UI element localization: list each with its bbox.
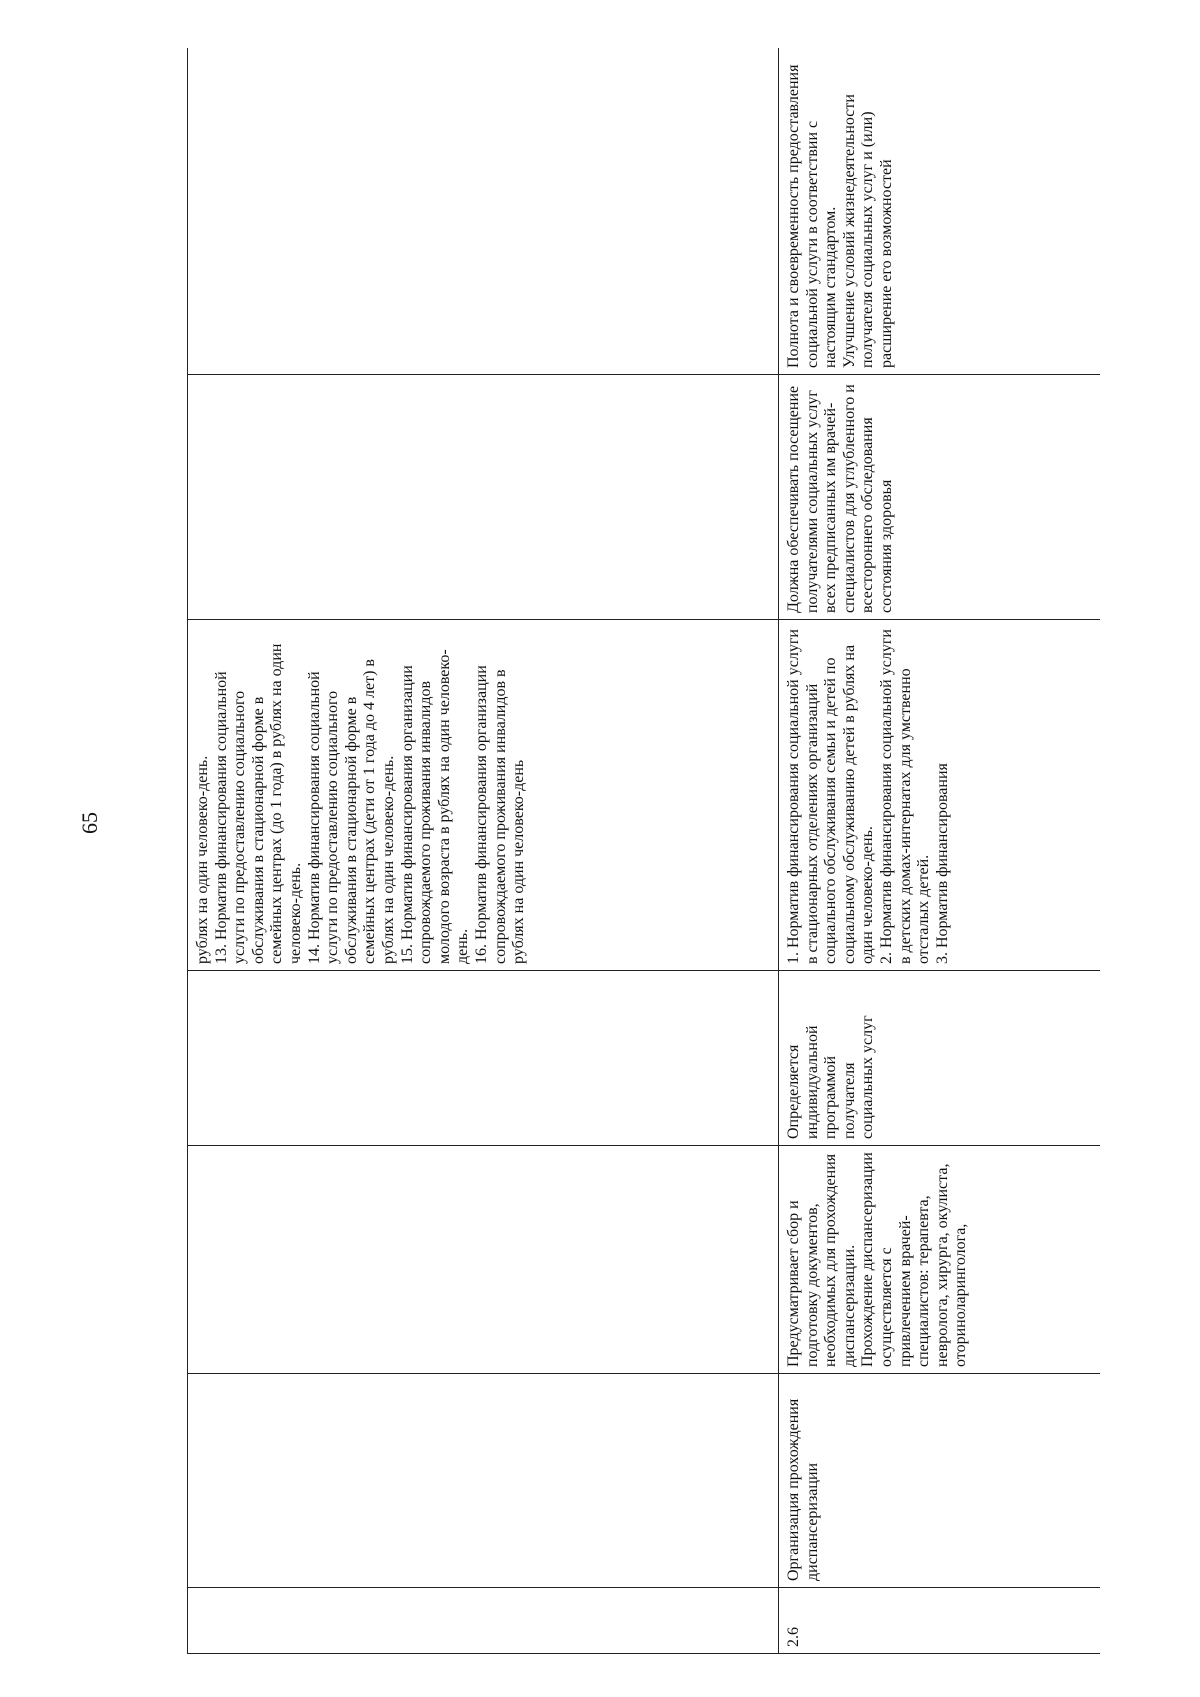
service-description: Предусматривает сбор и подготовку документов, необходимых для прохождения диспансеризации. Прохождение диспансеризации осуществляется с привлечением врачей-специалистов: терапевта, невролога, хирурга, окулиста, оториноларинголога, <box>785 1152 970 1367</box>
service-conditions: Должна обеспечивать посещение получателями социальных услуг всех предписанных им врачей-специалистов для углубленного и всестороннего обследования состояния здоровья <box>785 384 895 613</box>
service-name: Организация прохождения диспансеризации <box>785 1398 821 1581</box>
table-cell-conditions <box>779 375 1101 620</box>
table-cell-service-name <box>779 1374 1101 1588</box>
table-cell-conditions <box>188 375 779 620</box>
table-cell-funding-norms <box>188 620 779 971</box>
table-cell-number <box>188 1588 779 1654</box>
service-funding-norms: 1. Норматив финансирования социальной услуги в стационарных отделениях организаций социального обслуживания семьи и детей по социальному обслуживанию детей в рублях на один человеко-день. 2. Норматив финансирования социальной услуги в детских домах-интернатах для умственно отсталых детей. 3. Норматив финансирования <box>785 629 951 964</box>
table-cell-description <box>188 1146 779 1374</box>
table-cell-number <box>779 1588 1101 1654</box>
social-services-standards-table <box>187 48 1100 1654</box>
cell-text: рублях на один человеко-день. 13. Норматив финансирования социальной услуги по предоставлению социального обслуживания в стационарной форме в семейных центрах (до 1 года) в рублях на один человеко-день. 14. Норматив финансирования социальной услуги по предоставлению социального обслуживания в стационарной форме в семейных центрах (дети от 1 года до 4 лет) в рублях на один человеко-день. 15. Норматив финансирования организации сопровождаемого проживания инвалидов молодого возраста в рублях на один человеко-день. 16. Норматив финансирования организации сопровождаемого проживания инвалидов в рублях на один человеко-день <box>194 643 528 964</box>
rotated-table-frame <box>187 48 1100 1654</box>
table-cell-term <box>779 971 1101 1146</box>
standards-table-container <box>187 48 1100 1654</box>
table-cell-term <box>188 971 779 1146</box>
table-row-service-2-6 <box>779 48 1101 1654</box>
table-cell-quality <box>188 48 779 375</box>
service-term: Определяется индивидуальной программой получателя социальных услуг <box>785 1015 877 1139</box>
table-row-continuation <box>188 48 779 1654</box>
table-cell-description <box>779 1146 1101 1374</box>
page-number: 65 <box>77 812 102 834</box>
service-quality: Полнота и своевременность предоставления социальной услуги в соответствии с настоящим стандартом. Улучшение условий жизнедеятельности получателя социальных услуг и (или) расширение его возможностей <box>785 64 895 368</box>
table-cell-quality <box>779 48 1101 375</box>
table-cell-service-name <box>188 1374 779 1588</box>
service-number: 2.6 <box>785 1627 802 1647</box>
table-cell-funding-norms <box>779 620 1101 971</box>
